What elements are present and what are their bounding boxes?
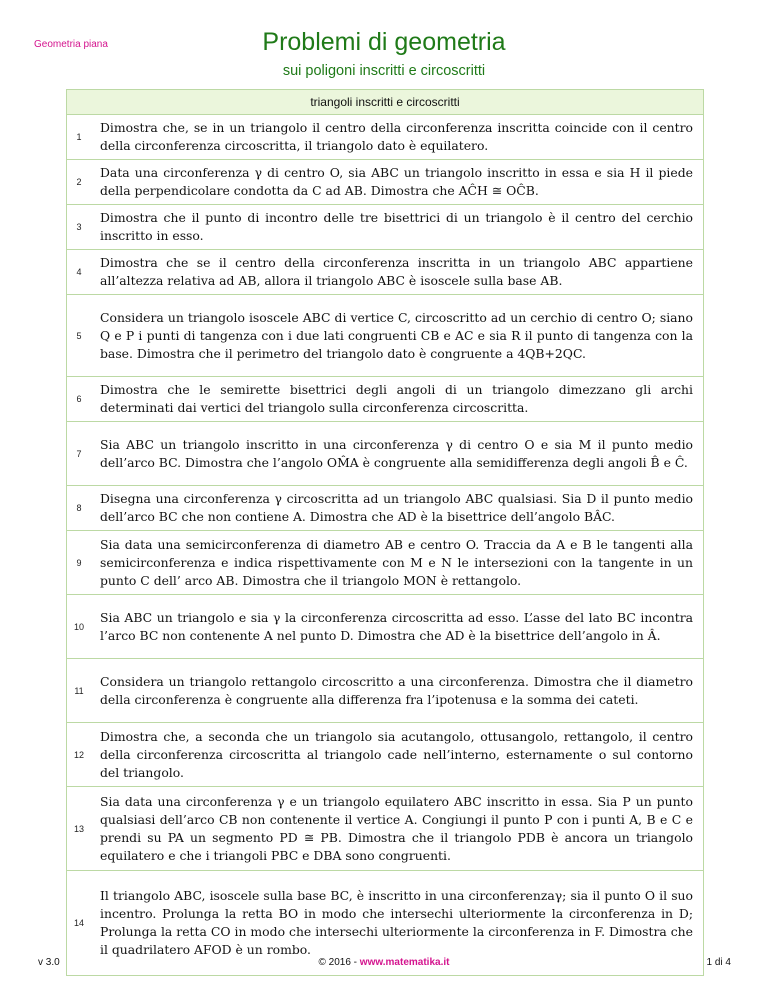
problem-text-cell <box>91 115 703 159</box>
problem-number: 2 <box>76 177 82 187</box>
problem-text-cell <box>91 160 703 204</box>
page-title: Problemi di geometria <box>262 28 506 56</box>
page-subtitle: sui poligoni inscritti e circoscritti <box>282 63 486 79</box>
problem-text: Considera un triangolo isoscele ABC di vertice C, circoscritto ad un cerchio di centro O; siano Q e P i punti di tangenza con i due lati congruenti CB e AC e sia R il punto di tangenza con la base. Dimostra che il perimetro del triangolo dato è congruente a 4QB+2QC. <box>100 309 693 361</box>
problem-text-cell <box>91 595 703 658</box>
problem-number: 6 <box>76 394 82 404</box>
problem-number: 1 <box>76 132 82 142</box>
problem-text: Dimostra che, se in un triangolo il centro della circonferenza inscritta coincide con il centro della circonferenza circoscritta, il triangolo dato è equilatero. <box>100 120 693 153</box>
website-link[interactable]: www.matematika.it <box>359 957 450 968</box>
problem-row <box>67 787 703 871</box>
problem-text-cell <box>91 723 703 786</box>
problem-number: 8 <box>76 503 82 513</box>
copyright-line <box>0 957 768 968</box>
problem-number: 4 <box>76 267 82 277</box>
problem-row <box>67 115 703 160</box>
problem-text-cell <box>91 295 703 376</box>
category-tag: Geometria piana <box>34 39 108 50</box>
section-header: triangoli inscritti e circoscritti <box>67 90 703 115</box>
problem-row <box>67 723 703 787</box>
problem-text: Data una circonferenza γ di centro O, sia ABC un triangolo inscritto in essa e sia H il piede della perpendicolare condotta da C ad AB. Dimostra che AĈH ≅ OĈB. <box>100 165 693 198</box>
problem-text: Dimostra che le semirette bisettrici degli angoli di un triangolo dimezzano gli archi determinati dai vertici del triangolo sulla circonferenza circoscritta. <box>100 382 693 415</box>
problem-number: 14 <box>73 918 84 928</box>
problem-row <box>67 422 703 486</box>
problem-text: Sia data una semicirconferenza di diametro AB e centro O. Traccia da A e B le tangenti alla semicirconferenza e indica rispettivamente con M e N le intersezioni con la tangente in un punto C dell’ arco AB. Dimostra che il triangolo MON è rettangolo. <box>100 536 693 588</box>
problem-row <box>67 531 703 595</box>
problem-text: Sia data una circonferenza γ e un triangolo equilatero ABC inscritto in essa. Sia P un punto qualsiasi dell’arco CB non contenente il vertice A. Congiungi il punto P con i punti A, B e C e prendi su PA un segmento PD ≅ PB. Dimostra che il triangolo PDB è ancora un triangolo equilatero e che i triangoli PBC e DBA sono congruenti. <box>100 793 693 863</box>
problem-row <box>67 205 703 250</box>
problem-row <box>67 295 703 377</box>
problem-text: Dimostra che, a seconda che un triangolo sia acutangolo, ottusangolo, rettangolo, il centro della circonferenza circoscritta al triangolo cade nell’interno, esternamente o sul contorno del triangolo. <box>100 728 693 780</box>
problem-number: 7 <box>76 448 82 459</box>
problem-text: Sia ABC un triangolo e sia γ la circonferenza circoscritta ad esso. L’asse del lato BC incontra l’arco BC non contenente A nel punto D. Dimostra che AD è la bisettrice dell’angolo in Â. <box>100 609 693 643</box>
copyright-text: © 2016 - <box>318 957 360 968</box>
problem-text-cell <box>91 531 703 594</box>
problem-number: 10 <box>73 621 84 632</box>
problem-row <box>67 659 703 723</box>
problem-number: 3 <box>76 222 82 232</box>
problem-number: 5 <box>76 330 82 341</box>
problem-text-cell <box>91 422 703 485</box>
problem-text-cell <box>91 486 703 530</box>
problem-text: Sia ABC un triangolo inscritto in una circonferenza γ di centro O e sia M il punto medio dell’arco BC. Dimostra che l’angolo OM̂A è congruente alla semidifferenza degli angoli B̂ e Ĉ. <box>100 436 693 470</box>
problem-text-cell <box>91 250 703 294</box>
problem-row <box>67 377 703 422</box>
problem-number: 12 <box>73 749 84 760</box>
problem-number: 13 <box>73 823 84 834</box>
problem-text: Considera un triangolo rettangolo circoscritto a una circonferenza. Dimostra che il diametro della circonferenza è congruente alla differenza fra l’ipotenusa e la somma dei cateti. <box>100 673 693 707</box>
problem-text-cell <box>91 787 703 870</box>
problem-number: 11 <box>74 685 84 696</box>
problems-table <box>66 89 704 976</box>
page-number: 1 di 4 <box>706 957 731 968</box>
problem-text: Dimostra che il punto di incontro delle tre bisettrici di un triangolo è il centro del cerchio inscritto in esso. <box>100 210 693 243</box>
problem-number: 9 <box>76 557 82 568</box>
problem-row <box>67 160 703 205</box>
problem-text-cell <box>91 659 703 722</box>
problem-text-cell <box>91 377 703 421</box>
problem-text: Dimostra che se il centro della circonferenza inscritta in un triangolo ABC appartiene all’altezza relativa ad AB, allora il triangolo ABC è isoscele sulla base AB. <box>100 255 693 288</box>
problem-row <box>67 486 703 531</box>
problem-text: Disegna una circonferenza γ circoscritta ad un triangolo ABC qualsiasi. Sia D il punto medio dell’arco BC che non contiene A. Dimostra che AD è la bisettrice dell’angolo BÂC. <box>100 491 693 524</box>
problem-text: Il triangolo ABC, isoscele sulla base BC, è inscritto in una circonferenzaγ; sia il punto O il suo incentro. Prolunga la retta BO in modo che intersechi ulteriormente la circonferenza in D; Prolunga la retta CO in modo che intersechi ulteriormente la circonferenza in F. Dimostra che il quadrilatero AFOD è un rombo. <box>100 888 693 957</box>
problem-row <box>67 250 703 295</box>
version-label: v 3.0 <box>38 957 60 968</box>
problem-row <box>67 595 703 659</box>
problem-text-cell <box>91 205 703 249</box>
